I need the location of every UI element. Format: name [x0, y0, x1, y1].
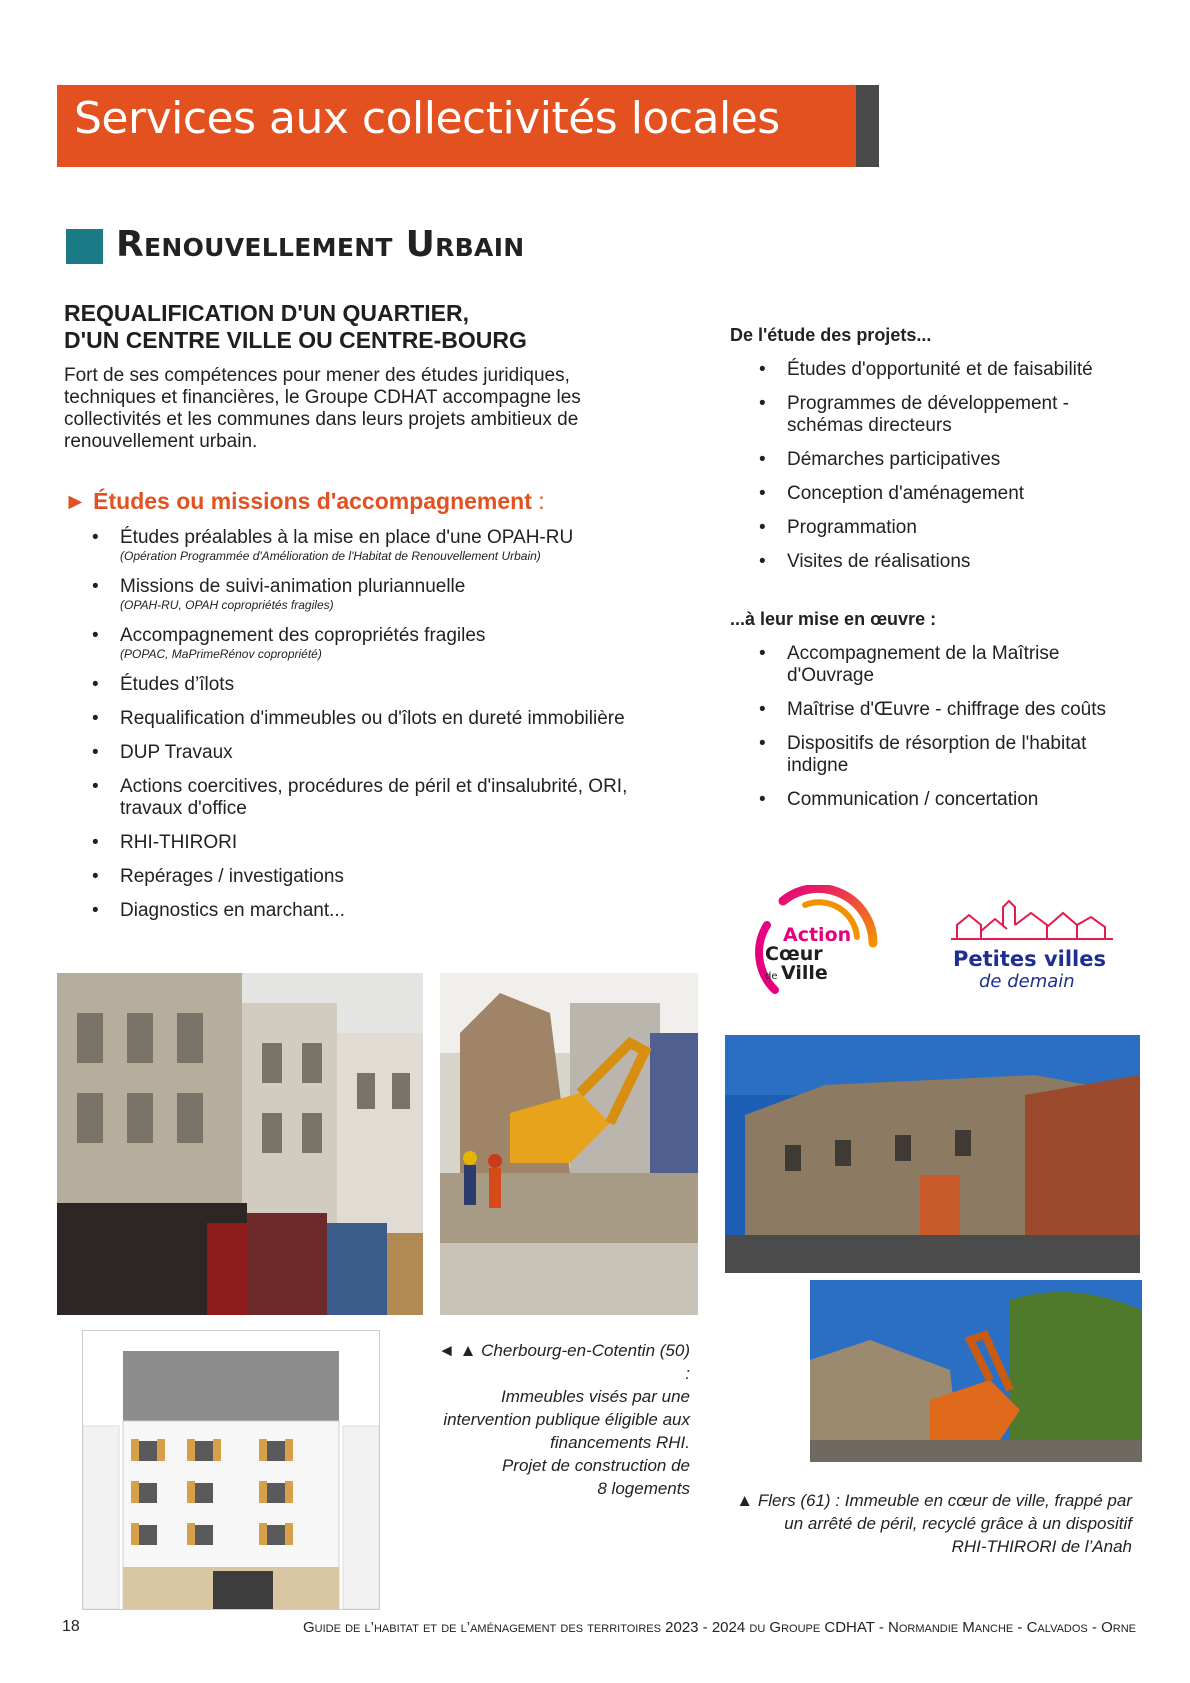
list-item: [787, 551, 970, 573]
list-item: [787, 789, 1038, 811]
intro-line: techniques et financières, le Groupe CDHAT accompagne les: [64, 387, 581, 408]
list-item-text: schémas directeurs: [787, 415, 952, 436]
list-item-text: RHI-THIRORI: [120, 832, 238, 853]
list-item: [120, 900, 345, 922]
intro-line: Fort de ses compétences pour mener des études juridiques,: [64, 365, 570, 386]
caption-line: RHI-THIRORI de l’Anah: [951, 1537, 1132, 1556]
list-item-text: Requalification d'immeubles ou d'îlots en dureté immobilière: [120, 708, 625, 729]
list-item-text: • Accompagnement de la Maîtrise: [787, 643, 1060, 664]
etudes-heading: [64, 488, 545, 515]
page-title: Services aux collectivités locales: [74, 93, 780, 144]
list-item-text: Visites de réalisations: [787, 551, 971, 572]
list-item-text: • Dispositifs de résorption de l'habitat: [787, 733, 1087, 754]
arrow-icon: ►: [64, 488, 87, 514]
flers-caption: [700, 1489, 1132, 1558]
list-item-text: Diagnostics en marchant...: [120, 900, 345, 921]
section-title: Renouvellement Urbain: [116, 224, 525, 265]
list-item: [120, 742, 233, 764]
etudes-heading-text: Études ou missions d'accompagnement: [93, 488, 532, 514]
list-item-text: Démarches participatives: [787, 449, 1001, 470]
list-item-text: indigne: [787, 755, 849, 776]
intro-line: renouvellement urbain.: [64, 431, 258, 452]
cherbourg-caption: [430, 1339, 690, 1500]
list-item-text: Études d'opportunité et de faisabilité: [787, 359, 1093, 380]
list-item-text: travaux d'office: [120, 798, 247, 819]
list-item: [787, 733, 1086, 777]
list-item-text: Études préalables à la mise en place d'une OPAH-RU: [120, 527, 574, 548]
flers-street-photo: [725, 1035, 1140, 1273]
list-item-text: Conception d'aménagement: [787, 483, 1025, 504]
list-item-text: DUP Travaux: [120, 742, 233, 763]
requalification-heading-line: D'UN CENTRE VILLE OU CENTRE-BOURG: [64, 327, 527, 353]
flers-demolition-photo: [808, 1278, 1144, 1464]
list-item-text: Programmation: [787, 517, 917, 538]
list-item-text: Études d’îlots: [120, 674, 235, 695]
list-item: [120, 576, 465, 613]
list-item-text: Missions de suivi-animation pluriannuelle: [120, 576, 466, 597]
list-item-text: Maîtrise d'Œuvre - chiffrage des coûts: [787, 699, 1107, 720]
list-item-note: (OPAH-RU, OPAH copropriétés fragiles): [120, 598, 334, 612]
caption-line: ◄ ▲ Cherbourg-en-Cotentin (50) :: [438, 1341, 690, 1383]
list-item: [120, 832, 237, 854]
footer-guide-title: Guide de l’habitat et de l’aménagement des territoires 2023 - 2024 du Groupe CDHAT - Normandie Manche - Calvados - Orne: [302, 1619, 1136, 1636]
list-item-text: d'Ouvrage: [787, 665, 875, 686]
section-marker-square: [66, 229, 103, 264]
requalification-heading-line: REQUALIFICATION D'UN QUARTIER,: [64, 300, 469, 326]
cherbourg-street-photo: [57, 973, 423, 1315]
list-item: [787, 699, 1106, 721]
logo-text: Cœur: [765, 943, 823, 965]
caption-line: Immeubles visés par une: [501, 1387, 690, 1406]
page-number: 18: [62, 1618, 80, 1635]
list-item-text: Accompagnement des copropriétés fragiles: [120, 625, 486, 646]
logo-text: de demain: [979, 971, 1075, 992]
list-item-note: (Opération Programmée d'Amélioration de l'Habitat de Renouvellement Urbain): [120, 549, 541, 563]
action-coeur-de-ville-logo: [745, 885, 885, 1003]
etude-projets-heading: De l'étude des projets...: [730, 325, 932, 345]
petites-villes-de-demain-logo: [945, 895, 1120, 995]
list-item: [787, 393, 1069, 437]
list-item-text: Repérages / investigations: [120, 866, 344, 887]
logo-text: Ville: [781, 962, 828, 984]
logo-text: Action: [783, 924, 852, 946]
list-item: [120, 708, 625, 730]
header-banner-stripe: [856, 85, 879, 167]
mise-en-oeuvre-heading: ...à leur mise en œuvre :: [730, 609, 937, 629]
intro-paragraph: [64, 365, 664, 453]
list-item-text: • Programmes de développement -: [787, 393, 1069, 414]
list-item: [787, 517, 917, 539]
list-item: [120, 776, 627, 820]
list-item: [787, 359, 1093, 381]
list-item: [120, 674, 234, 696]
list-item: [787, 643, 1059, 687]
caption-line: financements RHI.: [550, 1433, 690, 1452]
caption-line: Projet de construction de: [501, 1456, 690, 1475]
demolition-site-photo: [440, 973, 698, 1315]
caption-line: ▲ Flers (61) : Immeuble en cœur de ville, frappé par: [736, 1491, 1132, 1510]
logo-text: Petites villes: [953, 947, 1106, 971]
caption-line: 8 logements: [597, 1479, 690, 1498]
intro-line: collectivités et les communes dans leurs projets ambitieux de: [64, 409, 579, 430]
caption-line: un arrêté de péril, recyclé grâce à un dispositif: [784, 1514, 1132, 1533]
list-item: [787, 449, 1000, 471]
list-item-text: Communication / concertation: [787, 789, 1039, 810]
list-item-text: • Actions coercitives, procédures de péril et d'insalubrité, ORI,: [120, 776, 628, 797]
list-item: [787, 483, 1024, 505]
list-item-note: (POPAC, MaPrimeRénov copropriété): [120, 647, 322, 661]
list-item: [120, 625, 485, 662]
list-item: [120, 866, 344, 888]
logo-text: de: [765, 971, 778, 982]
construction-project-drawing: [82, 1330, 380, 1610]
village-roofs-icon: [945, 895, 1120, 945]
requalification-heading: [64, 300, 527, 354]
etudes-heading-colon: :: [531, 488, 545, 514]
caption-line: intervention publique éligible aux: [443, 1410, 690, 1429]
list-item: [120, 527, 573, 564]
